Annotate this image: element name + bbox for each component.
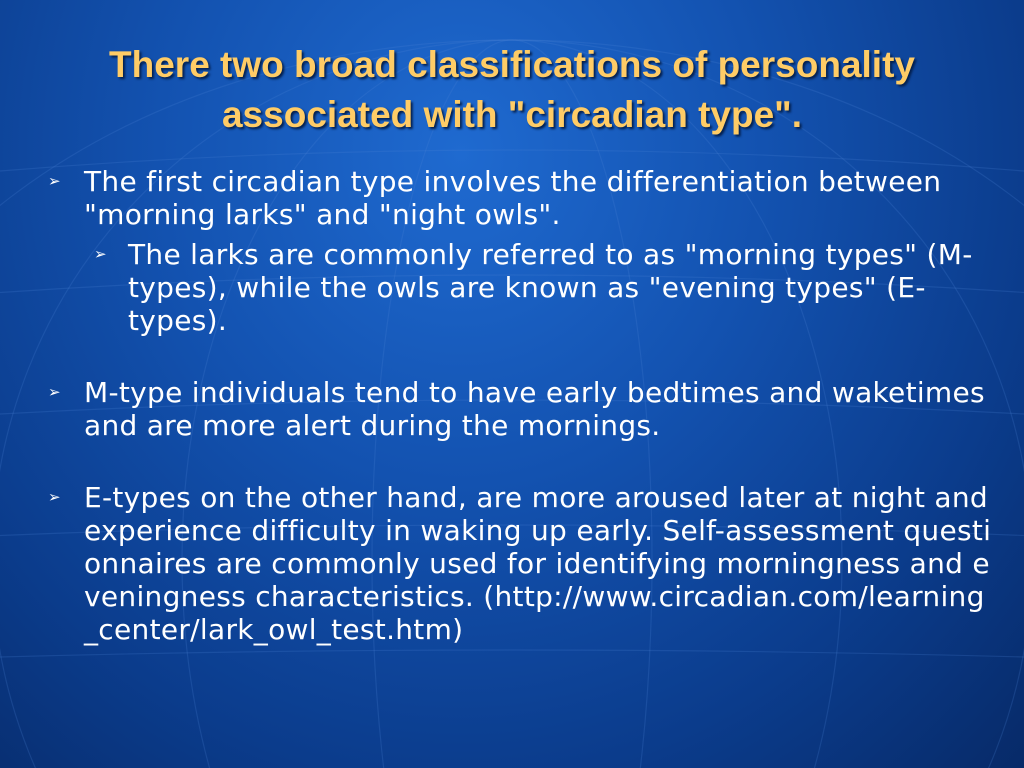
bullet-item-circadian-type — [44, 165, 994, 231]
arrow-bullet-icon: ➢ — [48, 172, 61, 190]
sub-bullet-item-larks-owls — [90, 238, 994, 337]
bullet-text: M-type individuals tend to have early bedtimes and waketimes and are more alert during the mornings. — [84, 376, 985, 442]
spacer — [44, 231, 994, 238]
arrow-bullet-icon: ➢ — [48, 488, 61, 506]
slide-title — [0, 40, 1024, 140]
slide-title-line-1: There two broad classifications of personality — [109, 44, 915, 85]
arrow-bullet-icon: ➢ — [48, 383, 61, 401]
bullet-list — [44, 165, 994, 646]
spacer — [44, 337, 994, 376]
bullet-item-e-types — [44, 481, 994, 646]
bullet-text: E-types on the other hand, are more aroused later at night and experience difficulty in waking up early. Self-assessment questionnaires are commonly used for identifying morningness and eveningness characteristics. (http://www.circadian.com/learning_center/lark_owl_test.htm) — [84, 481, 992, 646]
bullet-text: The first circadian type involves the differentiation between "morning larks" and "night owls". — [84, 165, 942, 231]
bullet-text: The larks are commonly referred to as "morning types" (M- types), while the owls are known as "evening types" (E-types). — [128, 238, 973, 337]
slide-title-line-2: associated with "circadian type". — [221, 94, 802, 135]
bullet-item-m-type — [44, 376, 994, 442]
spacer — [44, 442, 994, 481]
arrow-bullet-icon: ➢ — [94, 245, 107, 263]
